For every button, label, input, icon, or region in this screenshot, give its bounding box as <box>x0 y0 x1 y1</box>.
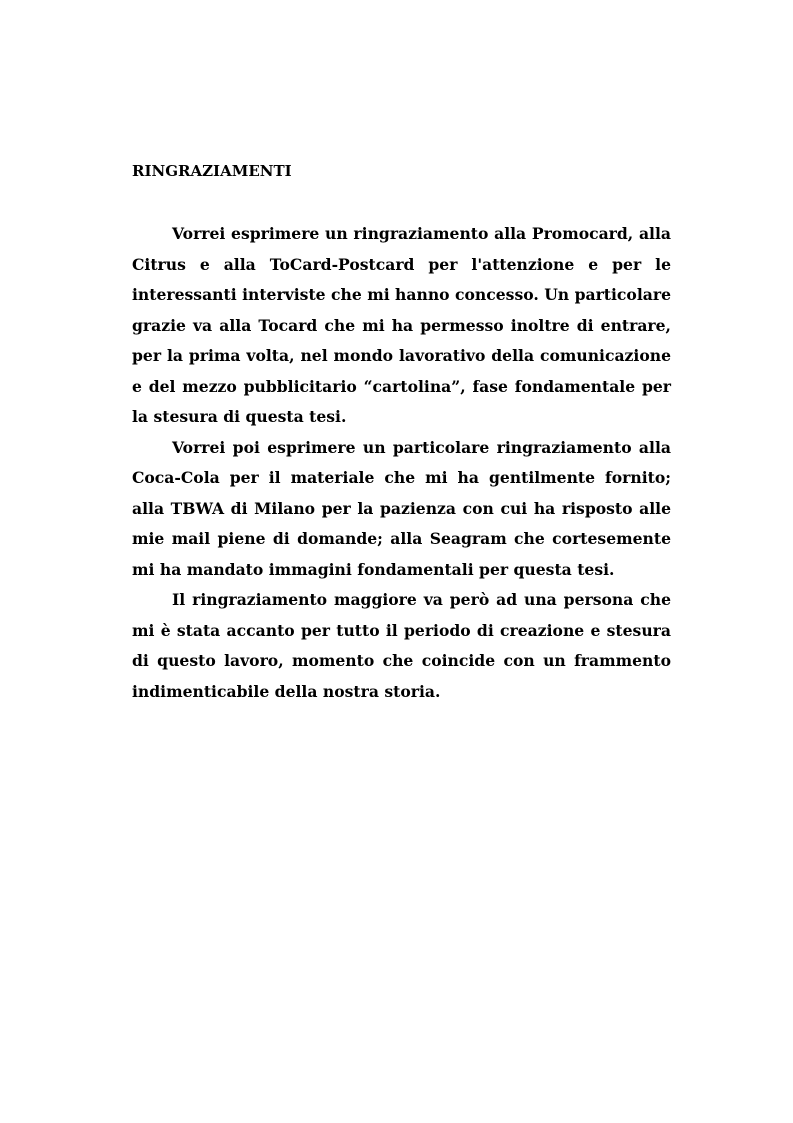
paragraph-1: Vorrei esprimere un ringraziamento alla Promocard, alla Citrus e alla ToCard-Postcard per l'attenzione e per le interessanti interviste che mi hanno concesso. Un particolare grazie va alla Tocard che mi ha permesso inoltre di entrare, per la prima volta, nel mondo lavorativo della comunicazione e del mezzo pubblicitario “cartolina”, fase fondamentale per la stesura di questa tesi. <box>132 224 671 426</box>
document-body <box>132 219 671 707</box>
page-title: RINGRAZIAMENTI <box>132 162 292 180</box>
paragraph-2: Vorrei poi esprimere un particolare ringraziamento alla Coca-Cola per il materiale che mi ha gentilmente fornito; alla TBWA di Milano per la pazienza con cui ha risposto alle mie mail piene di domande; alla Seagram che cortesemente mi ha mandato immagini fondamentali per questa tesi. <box>132 437 671 579</box>
paragraph-3: Il ringraziamento maggiore va però ad una persona che mi è stata accanto per tutto il periodo di creazione e stesura di questo lavoro, momento che coincide con un frammento indimenticabile della nostra storia. <box>132 590 671 701</box>
